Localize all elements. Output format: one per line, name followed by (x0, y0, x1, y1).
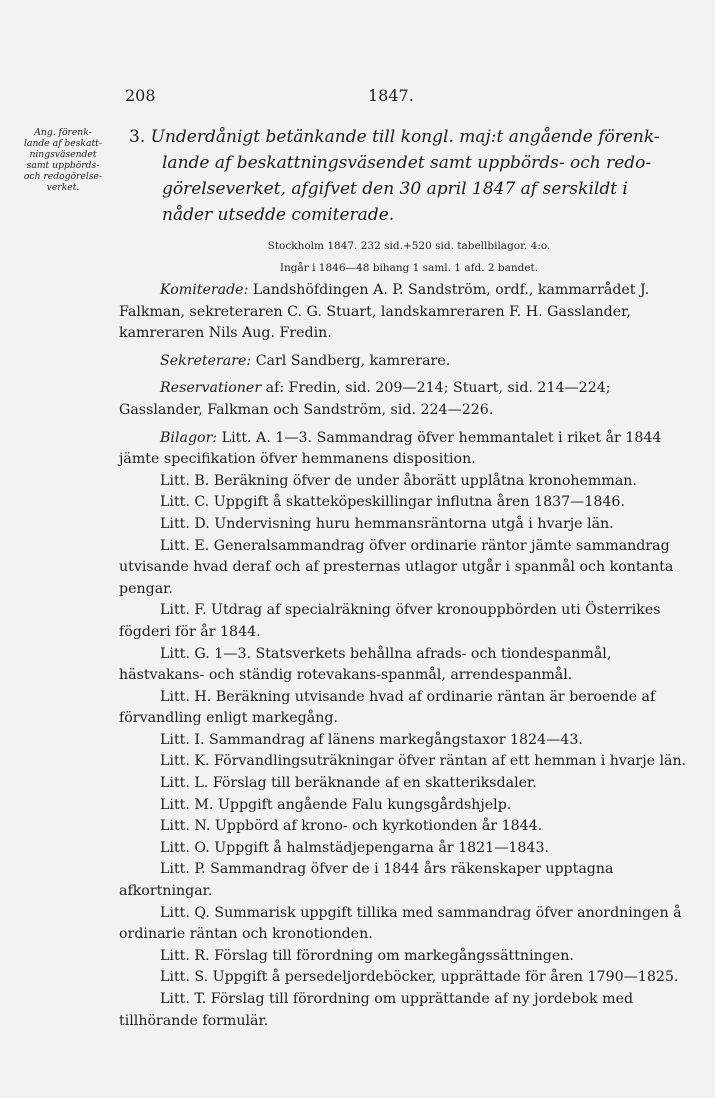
bilaga-ref: Litt. D. (160, 515, 210, 532)
title-line: lande af beskattningsväsendet samt uppbörds- och redo- (162, 153, 652, 173)
bilaga-ref: Litt. A. 1—3. (221, 429, 313, 446)
bilaga-text: Uppgift å halmstädjepengarna år 1821—1843. (214, 839, 549, 856)
reservationer-text: af: Fredin, sid. 209—214; Stuart, sid. 214—224; Gasslander, Falkman och Sandström, sid. 224—226. (119, 380, 611, 418)
bilaga-item (119, 773, 687, 795)
bilaga-text: Förslag till förordning om upprättande af ny jordebok med tillhörande formulär. (119, 991, 634, 1029)
bilaga-text: Uppgift å skatteköpeskillingar influtna åren 1837—1846. (213, 494, 625, 511)
bilaga-item (119, 536, 687, 601)
bilaga-item (119, 838, 687, 860)
bilaga-ref: Litt. C. (160, 494, 210, 511)
margin-note-line: ningsväsendet (29, 149, 97, 160)
entry-number: 3. (129, 127, 146, 147)
bilaga-ref: Litt. L. (160, 775, 209, 792)
bilaga-ref: Litt. K. (160, 753, 210, 770)
komiterade-label: Komiterade: (160, 282, 249, 298)
bilaga-text: Uppbörd af krono- och kyrkotionden år 1844. (214, 818, 543, 835)
bilaga-item (119, 687, 687, 730)
publication-source: Ingår i 1846—48 bihang 1 saml. 1 afd. 2 bandet. (279, 262, 539, 274)
bilaga-item (119, 967, 687, 989)
reservationer-paragraph (119, 378, 687, 421)
margin-note (4, 127, 122, 193)
reservationer-label: Reservationer (160, 380, 262, 397)
bilaga-text: Sammandrag öfver de i 1844 års räkenskaper upptagna afkortningar. (119, 861, 614, 900)
bilaga-text: Sammandrag öfver hemmantalet i riket år 1844 jämte specifikation öfver hemmanens disposition. (119, 429, 662, 468)
sekreterare-text: Carl Sandberg, kamrerare. (255, 352, 451, 369)
bilaga-ref: Litt. P. (160, 861, 206, 878)
bilaga-ref: Litt. F. (160, 602, 207, 619)
title-line: Underdånigt betänkande till kongl. maj:t angående förenk- (150, 127, 660, 147)
bilaga-text: Förslag till beräknande af en skatteriksdaler. (212, 775, 537, 792)
komiterade-text: Landshöfdingen A. P. Sandström, ordf., kammarrådet J. Falkman, sekreteraren C. G. Stuart, landskamreraren F. H. Gasslander, kamreraren Nils Aug. Fredin. (119, 282, 650, 342)
bilaga-text: Sammandrag af länens markegångstaxor 1824—43. (209, 731, 583, 748)
publication-info: Stockholm 1847. 232 sid.+520 sid. tabellbilagor. 4:o. (267, 240, 551, 252)
bilaga-ref: Litt. H. (160, 688, 212, 705)
bilaga-ref: Litt. G. 1—3. (160, 645, 251, 662)
bilaga-ref: Litt. T. (160, 991, 207, 1007)
bilaga-text: Förslag till förordning om markegångssättningen. (214, 947, 574, 964)
bilaga-ref: Litt. B. (160, 472, 210, 489)
bilaga-ref: Litt. N. (160, 818, 211, 835)
margin-note-line: och redogörelse- (23, 171, 103, 182)
bilaga-ref: Litt. R. (160, 947, 210, 964)
bilaga-ref: Litt. S. (160, 969, 209, 986)
title-line: görelseverket, afgifvet den 30 april 1847 af serskildt i (162, 179, 628, 199)
bilaga-item (119, 795, 687, 817)
bilaga-item (119, 471, 687, 493)
bilaga-text: Summarisk uppgift tillika med sammandrag öfver anordningen å ordinarie räntan och kronotionden. (119, 904, 682, 943)
margin-note-line: verket. (46, 182, 80, 193)
komiterade-paragraph (119, 280, 687, 345)
bilaga-item (119, 903, 687, 946)
sekreterare-paragraph (119, 351, 687, 373)
title-line: nåder utsedde comiterade. (162, 205, 395, 225)
bilaga-item (119, 600, 687, 643)
bilaga-ref: Litt. M. (160, 796, 214, 813)
bilaga-item (119, 751, 687, 773)
margin-note-line: lande af beskatt- (24, 138, 102, 149)
bilaga-item (119, 730, 687, 752)
margin-note-line: Ang. förenk- (34, 127, 92, 138)
bilaga-text: Uppgift å persedeljordeböcker, upprättade för åren 1790—1825. (212, 969, 679, 986)
bilaga-ref: Litt. O. (160, 839, 210, 856)
running-head-year: 1847. (368, 86, 414, 105)
margin-note-line: samt uppbörds- (26, 160, 100, 171)
bilagor-label: Bilagor: (160, 429, 218, 446)
bilaga-text: Statsverkets behållna afrads- och tiondespanmål, hästvakans- och ständig rotevakans-spanmål, arrendespanmål. (119, 645, 612, 684)
bilaga-text: Uppgift angående Falu kungsgårdshjelp. (217, 796, 512, 813)
bilaga-item (119, 859, 687, 902)
bilaga-item (119, 989, 687, 1032)
entry-body (119, 280, 687, 1032)
bilaga-text: Förvandlingsuträkningar öfver räntan af ett hemman i hvarje län. (214, 753, 687, 770)
bilaga-text: Beräkning öfver de under åborätt upplåtna kronohemman. (213, 472, 637, 489)
bilaga-item (119, 492, 687, 514)
bilaga-item (119, 816, 687, 838)
bilaga-text: Beräkning utvisande hvad af ordinarie räntan är beroende af förvandling enligt markegång. (119, 688, 656, 727)
bilaga-item (119, 514, 687, 536)
bilaga-ref: Litt. Q. (160, 904, 210, 921)
entry-title (129, 124, 685, 228)
bilaga-text: Generalsammandrag öfver ordinarie räntor jämte sammandrag utvisande hvad deraf och af presternas utlagor utgår i spanmål och kontanta pengar. (119, 537, 674, 597)
page-number: 208 (125, 86, 156, 105)
bilaga-ref: Litt. E. (160, 537, 210, 554)
bilaga-item (119, 644, 687, 687)
bilaga-text: Utdrag af specialräkning öfver kronouppbörden uti Österrikes fögderi för år 1844. (119, 602, 661, 640)
page-header (0, 86, 715, 110)
bilaga-ref: Litt. I. (160, 731, 205, 748)
bilaga-text: Undervisning huru hemmansräntorna utgå i hvarje län. (214, 515, 614, 532)
sekreterare-label: Sekreterare: (160, 352, 252, 369)
bilaga-item (119, 946, 687, 968)
bilaga-item (119, 428, 687, 471)
